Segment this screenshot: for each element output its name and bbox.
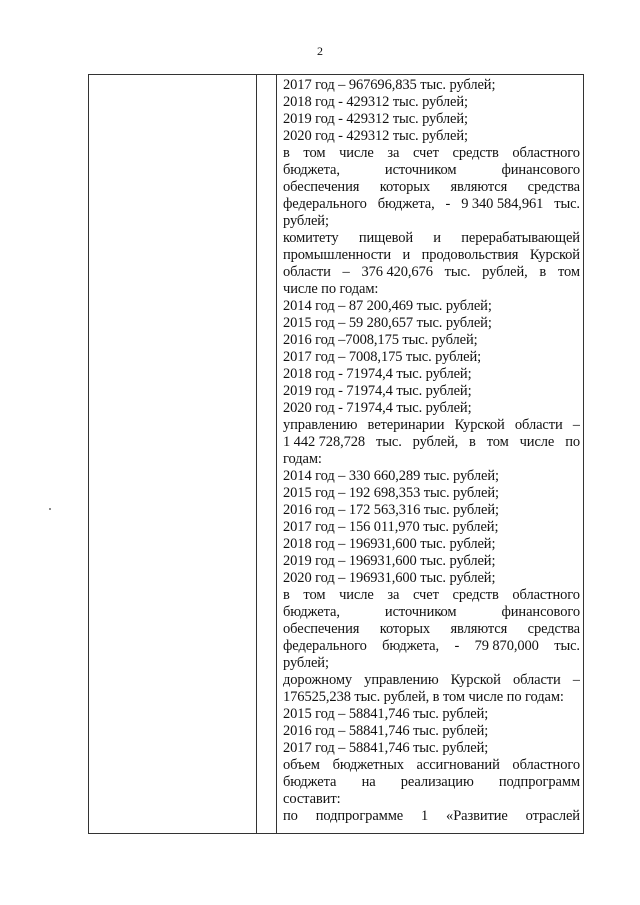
text-line-justified xyxy=(283,638,580,655)
word: комитету xyxy=(283,230,339,246)
text-line-justified xyxy=(283,672,580,689)
text-line-justified xyxy=(283,417,580,434)
text-line: 2018 год - 429312 тыс. рублей; xyxy=(283,94,468,110)
word: 79 870,000 xyxy=(474,638,539,654)
word: областного xyxy=(512,757,580,773)
text-line: 2020 год - 71974,4 тыс. рублей; xyxy=(283,400,472,416)
word: за xyxy=(387,587,400,603)
word: федерального xyxy=(283,638,367,654)
word: средств xyxy=(452,145,499,161)
text-line: 2020 год – 196931,600 тыс. рублей; xyxy=(283,570,496,586)
word: обеспечения xyxy=(283,179,360,195)
funding-text-column xyxy=(283,77,580,825)
word: финансового xyxy=(501,162,580,178)
text-line: 2017 год – 7008,175 тыс. рублей; xyxy=(283,349,482,365)
text-line: годам: xyxy=(283,451,322,467)
word: ассигнований xyxy=(416,757,500,773)
word: тыс. xyxy=(554,638,580,654)
text-line-justified xyxy=(283,757,580,774)
word: по xyxy=(283,808,298,824)
word: тыс. xyxy=(444,264,471,280)
word: числе xyxy=(339,587,374,603)
word: областного xyxy=(512,145,580,161)
text-line: 2019 год - 71974,4 тыс. рублей; xyxy=(283,383,472,399)
word: перерабатывающей xyxy=(461,230,580,246)
text-line: 176525,238 тыс. рублей, в том числе по годам: xyxy=(283,689,564,705)
word: финансового xyxy=(501,604,580,620)
word: бюджета, xyxy=(283,162,340,178)
word: средства xyxy=(527,621,580,637)
word: – xyxy=(572,417,580,433)
word: средства xyxy=(527,179,580,195)
text-line: 2014 год – 330 660,289 тыс. рублей; xyxy=(283,468,499,484)
word: в xyxy=(283,587,290,603)
word: являются xyxy=(450,179,508,195)
word: счет xyxy=(413,587,439,603)
text-line-justified xyxy=(283,196,580,213)
text-line: 2014 год – 87 200,469 тыс. рублей; xyxy=(283,298,492,314)
word: бюджета, xyxy=(382,638,440,654)
word: подпрограмме xyxy=(315,808,404,824)
word: являются xyxy=(450,621,508,637)
column-divider-left xyxy=(256,74,257,834)
word: областного xyxy=(512,587,580,603)
word: по xyxy=(565,434,580,450)
text-line-justified xyxy=(283,162,580,179)
scan-speck xyxy=(49,508,51,510)
word: источником xyxy=(384,162,457,178)
word: подпрограмм xyxy=(498,774,580,790)
text-line: рублей; xyxy=(283,655,329,671)
text-line-justified xyxy=(283,808,580,825)
text-line: 2016 год – 172 563,316 тыс. рублей; xyxy=(283,502,499,518)
word: рублей, xyxy=(482,264,528,280)
text-line: 2017 год – 967696,835 тыс. рублей; xyxy=(283,77,496,93)
word: 1 442 728,728 xyxy=(283,434,366,450)
word: на xyxy=(361,774,376,790)
word: в xyxy=(469,434,476,450)
text-line-justified xyxy=(283,145,580,162)
word: тыс. xyxy=(554,196,580,212)
text-line-justified xyxy=(283,621,580,638)
text-line-justified xyxy=(283,179,580,196)
word: продовольствия xyxy=(421,247,519,263)
text-line-justified xyxy=(283,434,580,451)
word: бюджетных xyxy=(332,757,404,773)
text-line: 2018 год – 196931,600 тыс. рублей; xyxy=(283,536,496,552)
text-line-justified xyxy=(283,604,580,621)
word: в xyxy=(539,264,547,280)
word: бюджета xyxy=(283,774,337,790)
word: 1 xyxy=(421,808,429,824)
word: обеспечения xyxy=(283,621,360,637)
word: отраслей xyxy=(525,808,580,824)
word: том xyxy=(303,587,326,603)
word: и xyxy=(433,230,441,246)
word: которых xyxy=(379,179,431,195)
text-line: 2015 год – 59 280,657 тыс. рублей; xyxy=(283,315,492,331)
text-line: числе по годам: xyxy=(283,281,379,297)
word: и xyxy=(402,247,411,263)
word: промышленности xyxy=(283,247,392,263)
word: числе xyxy=(339,145,374,161)
word: управлению xyxy=(364,672,439,688)
word: федерального xyxy=(283,196,367,212)
word: Курской xyxy=(450,672,501,688)
word: 9 340 584,961 xyxy=(461,196,544,212)
word: - xyxy=(454,638,460,654)
word: пищевой xyxy=(358,230,414,246)
word: Курской xyxy=(529,247,580,263)
text-line: 2016 год –7008,175 тыс. рублей; xyxy=(283,332,478,348)
word: в xyxy=(283,145,290,161)
text-line-justified xyxy=(283,247,580,264)
word: управлению xyxy=(283,417,358,433)
text-line: 2019 год - 429312 тыс. рублей; xyxy=(283,111,468,127)
word: области xyxy=(514,417,563,433)
word: – xyxy=(342,264,350,280)
word: - xyxy=(445,196,451,212)
word: ветеринарии xyxy=(367,417,445,433)
word: том xyxy=(486,434,509,450)
text-line: 2016 год – 58841,746 тыс. рублей; xyxy=(283,723,489,739)
text-line-justified xyxy=(283,774,580,791)
text-line: 2015 год – 58841,746 тыс. рублей; xyxy=(283,706,489,722)
word: тыс. xyxy=(375,434,402,450)
text-line-justified xyxy=(283,230,580,247)
word: средств xyxy=(452,587,499,603)
word: бюджета, xyxy=(283,604,340,620)
text-line: рублей; xyxy=(283,213,329,229)
text-line: 2017 год – 156 011,970 тыс. рублей; xyxy=(283,519,499,535)
text-line: 2015 год – 192 698,353 тыс. рублей; xyxy=(283,485,499,501)
word: – xyxy=(572,672,580,688)
word: источником xyxy=(384,604,457,620)
text-line-justified xyxy=(283,587,580,604)
word: числе xyxy=(519,434,555,450)
word: счет xyxy=(413,145,439,161)
text-line: 2018 год - 71974,4 тыс. рублей; xyxy=(283,366,472,382)
text-line: 2017 год – 58841,746 тыс. рублей; xyxy=(283,740,489,756)
word: 376 420,676 xyxy=(361,264,433,280)
word: «Развитие xyxy=(446,808,508,824)
word: дорожному xyxy=(283,672,353,688)
word: объем xyxy=(283,757,320,773)
word: области xyxy=(283,264,331,280)
word: которых xyxy=(379,621,431,637)
page-number: 2 xyxy=(317,44,323,58)
word: Курской xyxy=(454,417,505,433)
word: рублей, xyxy=(412,434,459,450)
word: том xyxy=(557,264,580,280)
text-line-justified xyxy=(283,264,580,281)
text-line: составит: xyxy=(283,791,341,807)
word: области xyxy=(512,672,561,688)
word: бюджета, xyxy=(377,196,435,212)
text-line: 2019 год – 196931,600 тыс. рублей; xyxy=(283,553,496,569)
word: реализацию xyxy=(400,774,474,790)
word: том xyxy=(303,145,326,161)
column-divider-right xyxy=(276,74,277,834)
word: за xyxy=(387,145,400,161)
text-line: 2020 год - 429312 тыс. рублей; xyxy=(283,128,468,144)
